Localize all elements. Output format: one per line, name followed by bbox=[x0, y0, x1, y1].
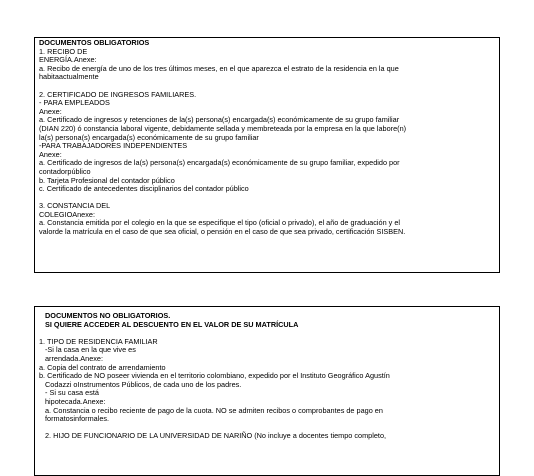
item-text: a. Constancia emitida por el colegio en la que se especifique el tipo (oficial o privado), el año de graduación y el bbox=[39, 218, 401, 228]
item-text: a. Certificado de ingresos y retenciones de la(s) persona(s) encargada(s) económicamente de su grupo familiar bbox=[39, 115, 400, 125]
item-text: habitaactualmente bbox=[39, 72, 99, 82]
item-text: b. Certificado de NO poseer vivienda en el territorio colombiano, expedido por el Instituto Geográfico Agustín bbox=[39, 371, 390, 381]
item-text: - Si su casa está bbox=[45, 388, 99, 398]
item-heading: 1. TIPO DE RESIDENCIA FAMILIAR bbox=[39, 336, 158, 346]
item-text: valorde la matrícula en el caso de que sea oficial, o pensión en el caso de que sea privado, certificación SISBEN. bbox=[39, 227, 406, 237]
item-text: -PARA TRABAJADORES INDEPENDIENTES bbox=[39, 141, 188, 151]
item-text: hipotecada.Anexe: bbox=[45, 396, 106, 406]
item-text: Anexe: bbox=[39, 106, 62, 116]
item-text: la(s) persona(s) encargada(s) económicamente de su grupo familiar bbox=[39, 132, 259, 142]
item-text: COLEGIOAnexe: bbox=[39, 209, 95, 219]
item-text: c. Certificado de antecedentes disciplinarios del contador público bbox=[39, 184, 249, 194]
item-heading: 2. CERTIFICADO DE INGRESOS FAMILIARES. bbox=[39, 89, 197, 99]
item-text: -Si la casa en la que vive es bbox=[45, 345, 136, 355]
item-heading: 3. CONSTANCIA DEL bbox=[39, 201, 111, 211]
section-title: DOCUMENTOS OBLIGATORIOS bbox=[39, 38, 150, 47]
item-text: formatosinformales. bbox=[45, 414, 110, 424]
item-text: - PARA EMPLEADOS bbox=[39, 98, 110, 108]
optional-documents-box bbox=[34, 306, 500, 476]
item-text: a. Copia del contrato de arrendamiento bbox=[39, 362, 166, 372]
item-text: ENERGÍA.Anexe: bbox=[39, 55, 97, 65]
item-text: Codazzi oInstrumentos Públicos, de cada uno de los padres. bbox=[45, 379, 242, 389]
item-text: Anexe: bbox=[39, 149, 62, 159]
item-text: contadorpúblico bbox=[39, 166, 91, 176]
item-text: a. Constancia o recibo reciente de pago de la cuota. NO se admiten recibos o comprobantes de pago en bbox=[45, 405, 383, 415]
item-text: (DIAN 220) ó constancia laboral vigente, debidamente sellada y membreteada por la empresa en la que labore(n) bbox=[39, 123, 407, 133]
item-heading: 1. RECIBO DE bbox=[39, 46, 88, 56]
item-text: b. Tarjeta Profesional del contador público bbox=[39, 175, 175, 185]
item-text: arrendada.Anexe: bbox=[45, 353, 104, 363]
section-subtitle: SI QUIERE ACCEDER AL DESCUENTO EN EL VALOR DE SU MATRÍCULA bbox=[45, 319, 299, 329]
section-title: DOCUMENTOS NO OBLIGATORIOS. bbox=[45, 311, 171, 320]
item-heading: 2. HIJO DE FUNCIONARIO DE LA UNIVERSIDAD DE NARIÑO (No incluye a docentes tiempo completo, bbox=[45, 431, 387, 441]
item-text: a. Certificado de ingresos de la(s) persona(s) encargada(s) económicamente de su grupo familiar, expedido por bbox=[39, 158, 400, 168]
mandatory-documents-box bbox=[34, 37, 500, 273]
item-text: a. Recibo de energía de uno de los tres últimos meses, en el que aparezca el estrato de la residencia en la que bbox=[39, 63, 399, 73]
